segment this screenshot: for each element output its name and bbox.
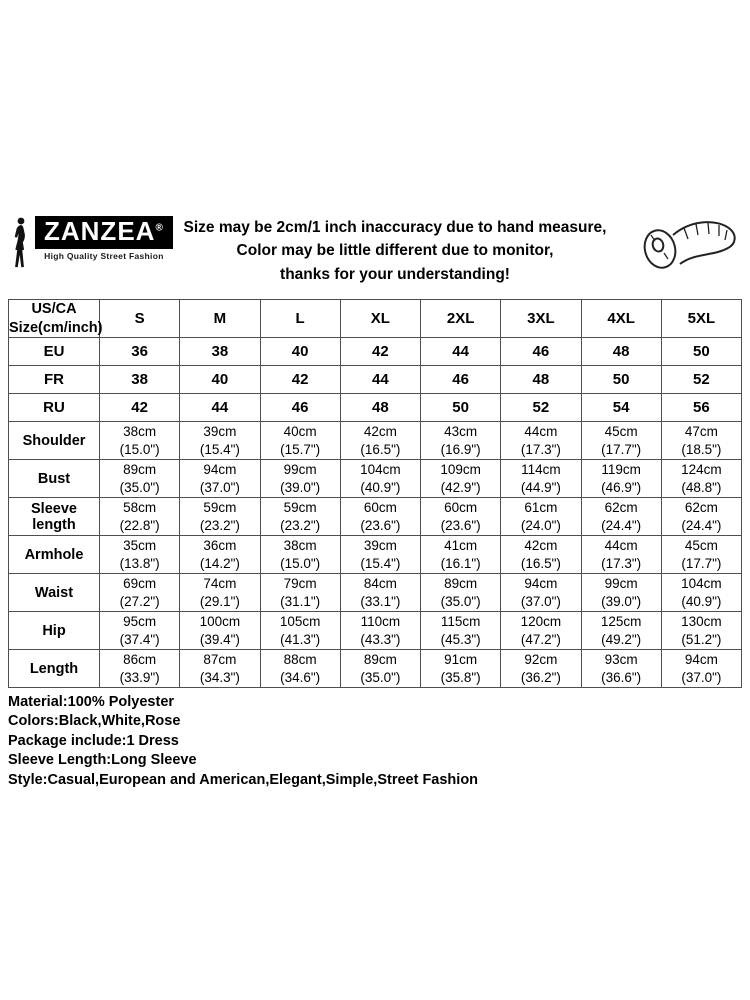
measurement-cm: 40cm [283,423,317,439]
logo-tagline: High Quality Street Fashion [44,251,164,262]
measurement-cm: 94cm [684,651,718,667]
size-value-cell: 54 [581,394,661,422]
measurement-cm: 86cm [123,651,157,667]
measurement-cell [661,612,741,650]
measurement-inch: (39.0") [601,593,642,609]
size-col-header: M [180,300,260,338]
measurement-inch: (34.6") [280,669,321,685]
measurement-cm: 41cm [444,537,478,553]
measurement-inch: (27.2") [119,593,160,609]
measurement-inch: (15.0") [119,441,160,457]
measurement-inch: (44.9") [520,479,561,495]
size-value-cell: 52 [661,366,741,394]
measurement-cell [340,422,420,460]
measurement-cm: 45cm [684,537,718,553]
measurement-cell [340,536,420,574]
measurement-cm: 89cm [123,461,157,477]
size-value-cell: 44 [421,338,501,366]
measurement-cell [340,612,420,650]
measurement-cm: 74cm [203,575,237,591]
measurement-cell [340,574,420,612]
measurement-cell [421,498,501,536]
measurement-cm: 38cm [283,537,317,553]
corner-cell [9,300,103,338]
measurement-cm: 105cm [279,613,321,629]
brand-name [35,216,173,249]
measurement-cm: 93cm [604,651,638,667]
size-value-cell: 38 [180,338,260,366]
measurement-inch: (45.3") [440,631,481,647]
measurement-inch: (16.5") [360,441,401,457]
measurement-cell [421,460,501,498]
measurement-cm: 88cm [283,651,317,667]
row-label: Length [9,650,100,688]
measurement-inch: (33.9") [119,669,160,685]
measurement-cm: 60cm [363,499,397,515]
measurement-row [9,612,742,650]
measurement-cm: 120cm [520,613,562,629]
standard-size-row [9,338,742,366]
measurement-cm: 60cm [444,499,478,515]
measurement-inch: (23.6") [440,517,481,533]
row-label: Hip [9,612,100,650]
measurement-inch: (37.4") [119,631,160,647]
size-value-cell: 52 [501,394,581,422]
measurement-cell [581,650,661,688]
measurement-inch: (36.2") [520,669,561,685]
detail-line: Sleeve Length:Long Sleeve [8,752,197,769]
standard-size-row [9,366,742,394]
measurement-inch: (40.9") [681,593,722,609]
measurement-cell [581,422,661,460]
measurement-cm: 104cm [360,461,401,477]
measurement-cm: 45cm [604,423,638,439]
measurement-inch: (48.8") [681,479,722,495]
measurement-cm: 39cm [363,537,397,553]
measurement-inch: (23.6") [360,517,401,533]
detail-line: Package include:1 Dress [8,732,179,749]
logo-text-block [35,216,173,261]
measurement-cell [501,498,581,536]
measurement-inch: (49.2") [601,631,642,647]
measurement-cm: 42cm [363,423,397,439]
table-body [9,338,742,688]
measurement-cm: 109cm [440,461,481,477]
size-value-cell: 40 [180,366,260,394]
measurement-cell [581,612,661,650]
measurement-cell [501,460,581,498]
row-label: Waist [9,574,100,612]
measurement-cell [421,574,501,612]
measurement-cell [100,422,180,460]
measurement-cell [501,422,581,460]
measurement-inch: (37.0") [681,669,722,685]
measurement-cell [180,574,260,612]
measurement-inch: (35.0") [119,479,160,495]
measurement-cm: 130cm [681,613,722,629]
measurement-inch: (47.2") [520,631,561,647]
size-value-cell: 48 [340,394,420,422]
measurement-inch: (35.8") [440,669,481,685]
measurement-cell [260,650,340,688]
measurement-cell [581,460,661,498]
detail-line: Material:100% Polyester [8,694,175,710]
measurement-cell [100,612,180,650]
measurement-cell [421,612,501,650]
size-value-cell: 38 [100,366,180,394]
measurement-inch: (17.3") [601,555,642,571]
brand-text: ZANZEA [44,216,156,246]
measurement-cell [340,650,420,688]
size-col-header: 2XL [421,300,501,338]
measurement-cell [661,574,741,612]
measurement-row [9,422,742,460]
measurement-cell [180,536,260,574]
measurement-inch: (17.7") [601,441,642,457]
measurement-cm: 59cm [283,499,317,515]
measurement-cell [661,460,741,498]
row-label: Shoulder [9,422,100,460]
detail-line: Colors:Black,White,Rose [8,713,181,730]
measurement-cm: 94cm [524,575,558,591]
measurement-cell [260,498,340,536]
measurement-cm: 58cm [123,499,157,515]
row-label: EU [9,338,100,366]
woman-silhouette-icon [8,216,32,275]
measurement-cm: 69cm [123,575,157,591]
measurement-cm: 39cm [203,423,237,439]
measurement-cell [421,650,501,688]
measurement-inch: (17.3") [520,441,561,457]
measurement-cm: 87cm [203,651,237,667]
measurement-inch: (51.2") [681,631,722,647]
measurement-cm: 92cm [524,651,558,667]
size-value-cell: 40 [260,338,340,366]
measurement-cm: 99cm [283,461,317,477]
size-value-cell: 46 [260,394,340,422]
measurement-cm: 89cm [363,651,397,667]
measurement-inch: (17.7") [681,555,722,571]
measurement-row [9,536,742,574]
measurement-inch: (22.8") [119,517,160,533]
measurement-cell [260,536,340,574]
measurement-cell [501,536,581,574]
header-row [8,213,742,289]
measurement-inch: (39.4") [199,631,240,647]
size-col-header: L [260,300,340,338]
size-table [8,299,742,688]
measurement-cell [661,650,741,688]
measurement-row [9,574,742,612]
measurement-cell [581,536,661,574]
measurement-inch: (46.9") [601,479,642,495]
measurement-cell [180,422,260,460]
measurement-row [9,498,742,536]
measurement-cm: 119cm [601,461,641,477]
measurement-cm: 124cm [681,461,722,477]
notice-line: Color may be little different due to monitor, [236,242,554,260]
measurement-cell [581,498,661,536]
measurement-cell [260,422,340,460]
measurement-cm: 84cm [363,575,397,591]
table-header-row [9,300,742,338]
size-value-cell: 56 [661,394,741,422]
measurement-cm: 44cm [524,423,558,439]
size-col-header: 5XL [661,300,741,338]
measurement-row [9,650,742,688]
notice-line: Size may be 2cm/1 inch inaccuracy due to hand measure, [183,219,607,236]
measurement-cell [581,574,661,612]
measurement-inch: (31.1") [280,593,321,609]
measurement-cell [421,422,501,460]
size-value-cell: 42 [260,366,340,394]
measurement-cell [180,460,260,498]
measurement-cm: 38cm [123,423,157,439]
measurement-cm: 125cm [600,613,642,629]
measurement-cell [100,574,180,612]
size-value-cell: 46 [501,338,581,366]
measurement-cell [260,574,340,612]
registered-mark: ® [155,222,164,234]
measurement-cell [100,498,180,536]
product-details [8,693,742,790]
measurement-cm: 42cm [524,537,558,553]
measurement-inch: (23.2") [199,517,240,533]
measurement-inch: (16.9") [440,441,481,457]
size-value-cell: 50 [421,394,501,422]
size-col-header: XL [340,300,420,338]
measurement-cell [180,650,260,688]
size-value-cell: 48 [581,338,661,366]
measurement-inch: (24.0") [520,517,561,533]
measurement-cell [100,536,180,574]
measurement-cell [260,460,340,498]
notice-line: thanks for your understanding! [280,265,510,283]
measurement-cm: 79cm [283,575,317,591]
corner-line: Size(cm/inch) [9,319,103,336]
measurement-inch: (18.5") [681,441,722,457]
detail-line: Style:Casual,European and American,Elegant,Simple,Street Fashion [8,771,479,788]
measurement-cell [100,650,180,688]
measurement-inch: (29.1") [199,593,240,609]
measurement-cm: 104cm [681,575,722,591]
measurement-cm: 36cm [203,537,237,553]
measurement-cm: 59cm [203,499,237,515]
measurement-cm: 100cm [199,613,241,629]
measurement-inch: (39.0") [280,479,321,495]
measurement-inch: (15.4") [360,555,401,571]
size-col-header: S [100,300,180,338]
size-value-cell: 42 [100,394,180,422]
measurement-inch: (35.0") [440,593,481,609]
measurement-inch: (16.5") [520,555,561,571]
measurement-cm: 44cm [604,537,638,553]
measurement-cell [661,536,741,574]
measurement-cm: 43cm [444,423,478,439]
measurement-cell [260,612,340,650]
measurement-inch: (24.4") [681,517,722,533]
measurement-inch: (36.6") [601,669,642,685]
measurement-cm: 89cm [444,575,478,591]
notice-text [176,213,614,286]
row-label: Sleeve length [9,498,100,536]
size-value-cell: 50 [581,366,661,394]
table-head [9,300,742,338]
brand-logo [8,213,176,275]
measurement-cm: 35cm [123,537,157,553]
size-value-cell: 46 [421,366,501,394]
measurement-row [9,460,742,498]
corner-line: US/CA [31,301,77,318]
measurement-inch: (16.1") [440,555,481,571]
size-value-cell: 50 [661,338,741,366]
measurement-cm: 114cm [521,461,561,477]
measurement-cm: 99cm [604,575,638,591]
measurement-inch: (43.3") [360,631,401,647]
measurement-inch: (24.4") [601,517,642,533]
measurement-cm: 61cm [524,499,558,515]
measurement-inch: (15.0") [280,555,321,571]
measurement-cell [180,612,260,650]
measurement-cell [421,536,501,574]
measurement-cell [180,498,260,536]
measurement-cell [501,612,581,650]
row-label: RU [9,394,100,422]
row-label: Bust [9,460,100,498]
measurement-cell [501,650,581,688]
measurement-inch: (42.9") [440,479,481,495]
measurement-inch: (37.0") [199,479,240,495]
standard-size-row [9,394,742,422]
measurement-inch: (40.9") [360,479,401,495]
measurement-cell [340,498,420,536]
row-label: FR [9,366,100,394]
measurement-cm: 47cm [684,423,718,439]
measurement-cm: 94cm [203,461,237,477]
size-value-cell: 36 [100,338,180,366]
size-value-cell: 42 [340,338,420,366]
measurement-cm: 62cm [604,499,638,515]
measurement-cm: 62cm [684,499,718,515]
measurement-cell [661,498,741,536]
measurement-cm: 115cm [440,613,481,629]
size-value-cell: 44 [340,366,420,394]
measurement-cell [100,460,180,498]
size-value-cell: 48 [501,366,581,394]
measurement-inch: (35.0") [360,669,401,685]
measurement-inch: (14.2") [199,555,240,571]
measurement-inch: (37.0") [520,593,561,609]
measurement-cm: 91cm [444,651,478,667]
measurement-cm: 95cm [123,613,157,629]
measurement-inch: (15.4") [199,441,240,457]
row-label: Armhole [9,536,100,574]
size-col-header: 3XL [501,300,581,338]
measurement-inch: (34.3") [199,669,240,685]
measurement-cell [661,422,741,460]
tape-measure-icon [614,213,742,277]
measurement-inch: (13.8") [119,555,160,571]
size-value-cell: 44 [180,394,260,422]
size-col-header: 4XL [581,300,661,338]
measurement-cell [501,574,581,612]
measurement-inch: (15.7") [280,441,321,457]
measurement-inch: (33.1") [360,593,401,609]
measurement-inch: (41.3") [280,631,321,647]
measurement-cm: 110cm [360,613,401,629]
measurement-cell [340,460,420,498]
measurement-inch: (23.2") [280,517,321,533]
